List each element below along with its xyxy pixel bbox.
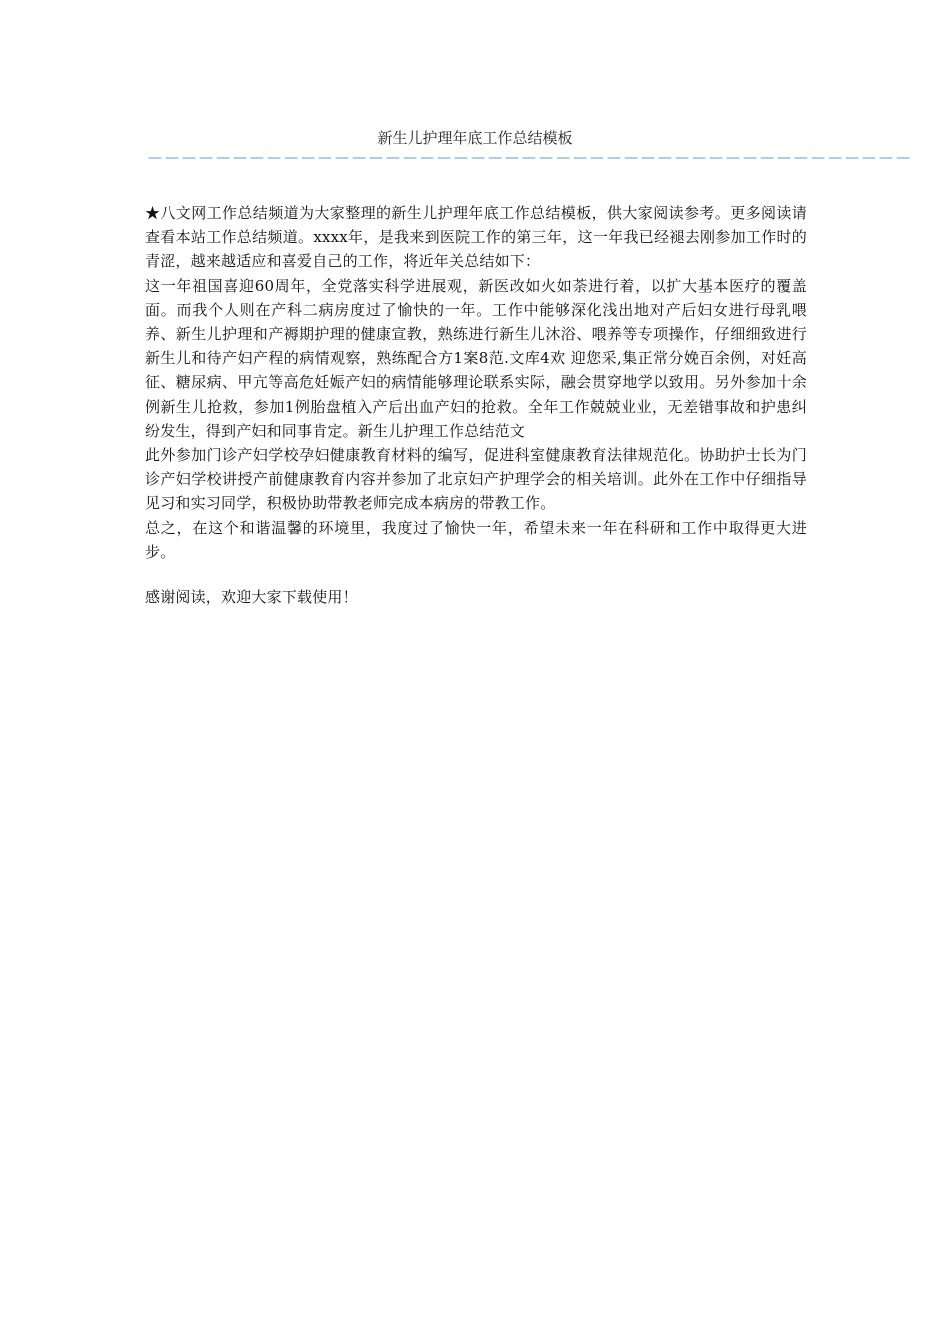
document-body (145, 201, 807, 609)
document-title: 新生儿护理年底工作总结模板 (377, 129, 573, 147)
paragraph-intro: ★八文网工作总结频道为大家整理的新生儿护理年底工作总结模板，供大家阅读参考。更多阅读请查看本站工作总结频道。xxxx年，是我来到医院工作的第三年，这一年我已经褪去刚参加工作时的青涩，越来越适应和喜爱自己的工作，将近年关总结如下： (145, 204, 807, 271)
closing-line: 感谢阅读，欢迎大家下载使用！ (145, 588, 358, 607)
paragraph-conclusion: 总之，在这个和谐温馨的环境里，我度过了愉快一年，希望未来一年在科研和工作中取得更大进步。 (145, 518, 807, 561)
paragraph-education: 此外参加门诊产妇学校孕妇健康教育材料的编写，促进科室健康教育法律规范化。协助护士长为门诊产妇学校讲授产前健康教育内容并参加了北京妇产护理学会的相关培训。此外在工作中仔细指导见习和实习同学，积极协助带教老师完成本病房的带教工作。 (145, 446, 807, 513)
paragraph-work-summary: 这一年祖国喜迎60周年，全党落实科学进展观，新医改如火如荼进行着，以扩大基本医疗的覆盖面。而我个人则在产科二病房度过了愉快的一年。工作中能够深化浅出地对产后妇女进行母乳喂养、新生儿护理和产褥期护理的健康宣教，熟练进行新生儿沐浴、喂养等专项操作，仔细细致进行新生儿和待产妇产程的病情观察，熟练配合方1案8范.文库4欢 迎您采,集正常分娩百余例，对妊高征、糖尿病、甲亢等高危妊娠产妇的病情能够理论联系实际，融会贯穿地学以致用。另外参加十余例新生儿抢救，参加1例胎盘植入产后出血产妇的抢救。全年工作兢兢业业，无差错事故和护患纠纷发生，得到产妇和同事肯定。新生儿护理工作总结范文 (145, 276, 807, 440)
title-divider: ————————————————————————————————————————————— (148, 150, 913, 166)
